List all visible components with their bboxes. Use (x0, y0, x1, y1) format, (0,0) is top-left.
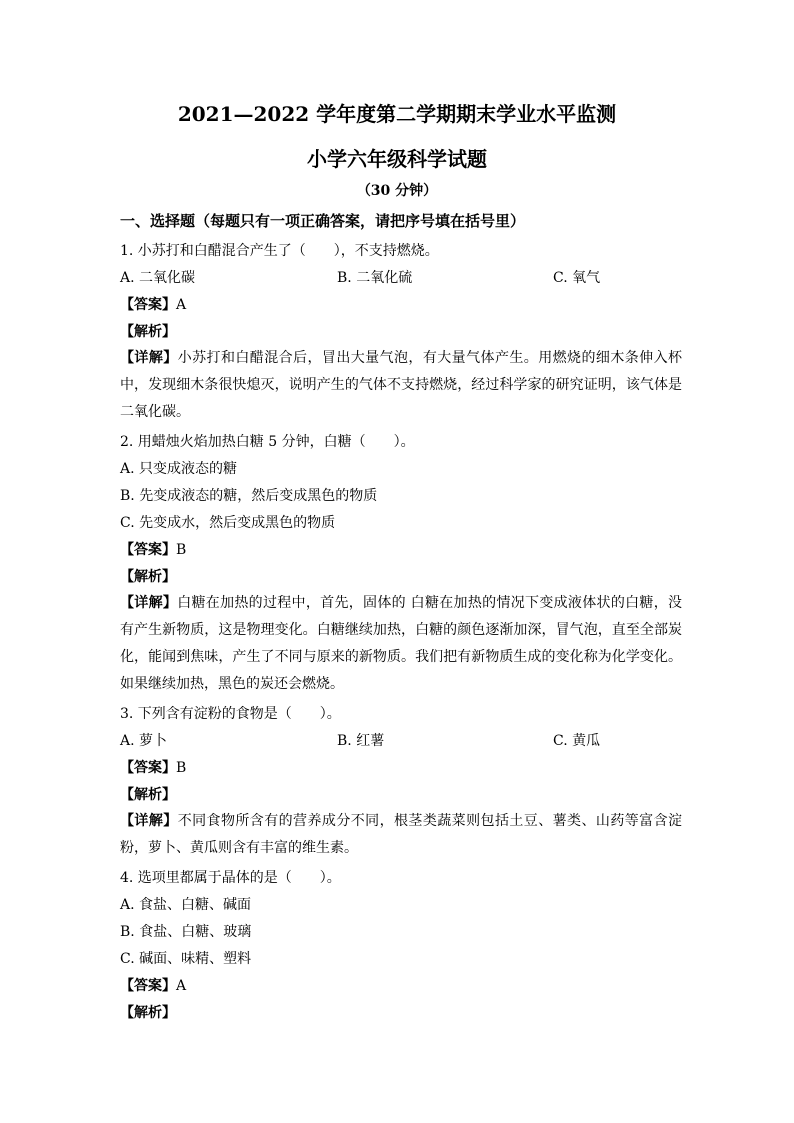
detail-label: 【详解】 (120, 350, 178, 366)
exam-subtitle: 小学六年级科学试题 (307, 147, 487, 171)
question-2-detail (120, 590, 682, 698)
question-1-option-c: C. 氧气 (553, 270, 601, 286)
question-3-analysis-label: 【解析】 (120, 787, 176, 803)
question-4-stem: 4. 选项里都属于晶体的是（ ）。 (120, 870, 341, 886)
detail-label: 【详解】 (120, 595, 178, 611)
question-3-option-a: A. 萝卜 (120, 733, 168, 749)
section-heading: 一、选择题（每题只有一项正确答案，请把序号填在括号里） (120, 212, 526, 230)
question-1-analysis-label: 【解析】 (120, 324, 176, 340)
question-4-option-a: A. 食盐、白糖、碱面 (120, 897, 252, 913)
question-3-option-b: B. 红薯 (337, 733, 385, 749)
detail-label: 【详解】 (120, 813, 178, 829)
question-4-answer (120, 976, 680, 996)
detail-text: 小苏打和白醋混合后，冒出大量气泡，有大量气体产生。用燃烧的细木条伸入杯中，发现细木条很快熄灭，说明产生的气体不支持燃烧，经过科学家的研究证明，该气体是二氧化碳。 (120, 350, 683, 420)
question-1-option-a: A. 二氧化碳 (120, 270, 196, 286)
answer-label: 【答案】 (120, 297, 176, 313)
answer-label: 【答案】 (120, 760, 176, 776)
question-2-answer (120, 540, 680, 560)
answer-value: B (176, 760, 187, 776)
exam-duration: （30 分钟） (356, 183, 438, 199)
question-2-option-a: A. 只变成液态的糖 (120, 461, 238, 477)
detail-text: 不同食物所含有的营养成分不同，根茎类蔬菜则包括土豆、薯类、山药等富含淀粉，萝卜、黄瓜则含有丰富的维生素。 (120, 813, 683, 856)
question-3-answer (120, 758, 680, 778)
question-4-option-b: B. 食盐、白糖、玻璃 (120, 924, 252, 940)
detail-text: 白糖在加热的过程中，首先，固体的 白糖在加热的情况下变成液体状的白糖，没有产生新物质，这是物理变化。白糖继续加热，白糖的颜色逐渐加深，冒气泡，直至全部炭化，能闻到焦味，产生了不同与原来的新物质。我们把有新物质生成的变化称为化学变化。如果继续加热，黑色的炭还会燃烧。 (120, 595, 682, 692)
answer-value: A (176, 978, 187, 994)
question-2-option-b: B. 先变成液态的糖，然后变成黑色的物质 (120, 488, 378, 504)
exam-title: 2021—2022 学年度第二学期期末学业水平监测 (177, 102, 617, 126)
question-2-option-c: C. 先变成水，然后变成黑色的物质 (120, 515, 336, 531)
answer-value: A (176, 297, 187, 313)
question-3-detail (120, 808, 682, 862)
question-3-stem: 3. 下列含有淀粉的食物是（ ）。 (120, 706, 341, 722)
answer-label: 【答案】 (120, 978, 176, 994)
question-3-option-c: C. 黄瓜 (553, 733, 601, 749)
question-4-option-c: C. 碱面、味精、塑料 (120, 951, 252, 967)
question-1-detail (120, 345, 682, 426)
answer-label: 【答案】 (120, 542, 176, 558)
question-1-option-b: B. 二氧化硫 (337, 270, 413, 286)
question-2-analysis-label: 【解析】 (120, 569, 176, 585)
question-1-stem: 1. 小苏打和白醋混合产生了（ ），不支持燃烧。 (120, 243, 439, 259)
question-1-answer (120, 295, 680, 315)
question-2-stem: 2. 用蜡烛火焰加热白糖 5 分钟，白糖（ ）。 (120, 434, 415, 450)
answer-value: B (176, 542, 187, 558)
question-4-analysis-label: 【解析】 (120, 1005, 176, 1021)
